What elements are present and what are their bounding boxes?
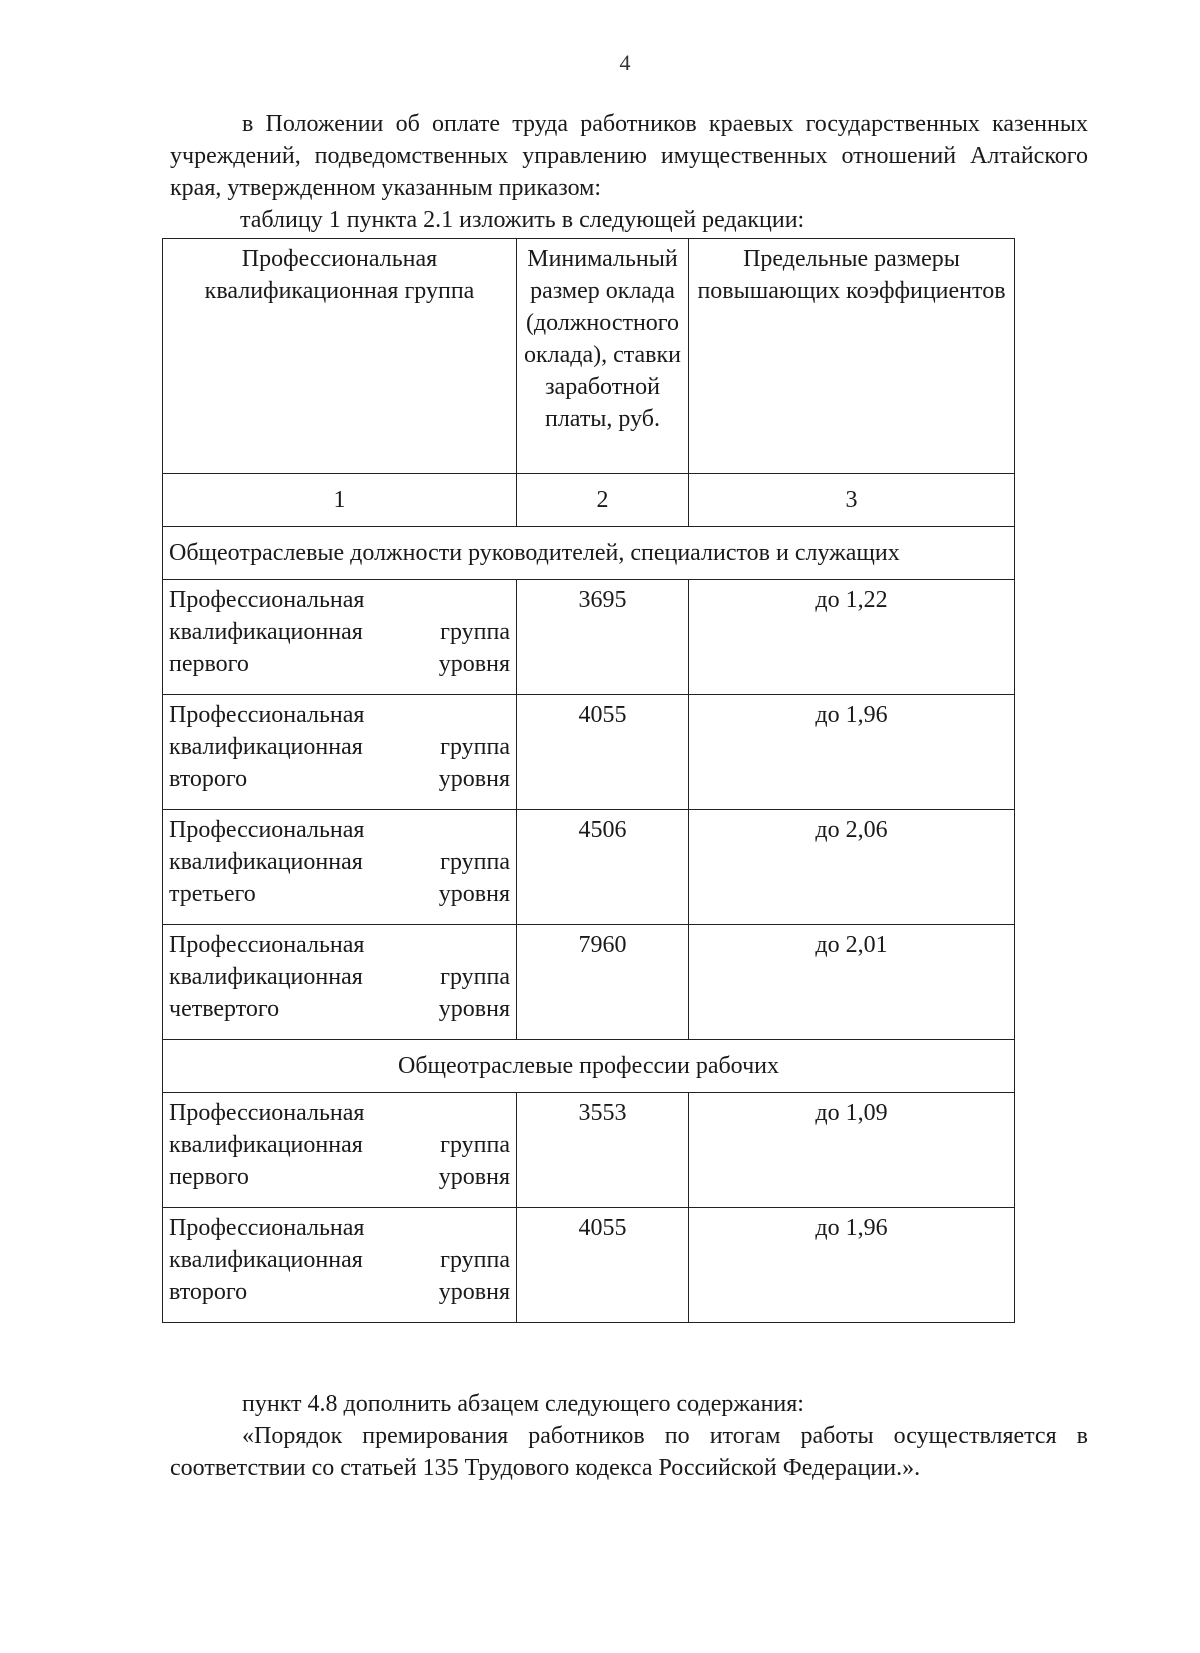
table-caption: таблицу 1 пункта 2.1 изложить в следующей редакции: — [240, 207, 805, 233]
group-name-cell: Профессиональная квалификационная группа первого уровня — [163, 1093, 517, 1208]
page-number: 4 — [619, 50, 631, 75]
group-name-cell: Профессиональная квалификационная группа второго уровня — [163, 695, 517, 810]
outro-text — [170, 1388, 1088, 1484]
salary-cell: 4055 — [517, 695, 689, 810]
salary-cell: 4055 — [517, 1208, 689, 1323]
column-number: 1 — [163, 474, 517, 527]
table-row — [163, 925, 1015, 1040]
column-number-row — [163, 474, 1015, 527]
salary-cell: 4506 — [517, 810, 689, 925]
intro-paragraph: в Положении об оплате труда работников краевых государственных казенных учреждений, подведомственных управлению имущественных отношений Алтайского края, утвержденном указанным приказом: — [170, 111, 1088, 201]
salary-cell: 3695 — [517, 580, 689, 695]
table-row — [163, 695, 1015, 810]
group-name-cell: Профессиональная квалификационная группа второго уровня — [163, 1208, 517, 1323]
table-row — [163, 1208, 1015, 1323]
coef-cell: до 2,01 — [689, 925, 1015, 1040]
salary-cell: 3553 — [517, 1093, 689, 1208]
coef-cell: до 1,96 — [689, 1208, 1015, 1323]
group-name-cell: Профессиональная квалификационная группа первого уровня — [163, 580, 517, 695]
coef-cell: до 1,96 — [689, 695, 1015, 810]
column-number: 3 — [689, 474, 1015, 527]
salary-cell: 7960 — [517, 925, 689, 1040]
section-row — [163, 1040, 1015, 1093]
coef-cell: до 1,09 — [689, 1093, 1015, 1208]
coef-cell: до 1,22 — [689, 580, 1015, 695]
column-number: 2 — [517, 474, 689, 527]
coef-cell: до 2,06 — [689, 810, 1015, 925]
intro-text — [170, 108, 1088, 204]
group-name-cell: Профессиональная квалификационная группа третьего уровня — [163, 810, 517, 925]
header-coef: Предельные размеры повышающих коэффициентов — [689, 239, 1015, 474]
section-title: Общеотраслевые должности руководителей, специалистов и служащих — [163, 527, 1015, 580]
table-header-row — [163, 239, 1015, 474]
table-row — [163, 810, 1015, 925]
table-row — [163, 580, 1015, 695]
table-row — [163, 1093, 1015, 1208]
header-group: Профессиональная квалификационная группа — [163, 239, 517, 474]
group-name-cell: Профессиональная квалификационная группа четвертого уровня — [163, 925, 517, 1040]
outro-line-2: «Порядок премирования работников по итогам работы осуществляется в соответствии со статьей 135 Трудового кодекса Российской Федерации.». — [170, 1423, 1088, 1481]
header-salary: Минимальный размер оклада (должностного оклада), ставки заработной платы, руб. — [517, 239, 689, 474]
pay-table — [162, 238, 1015, 1323]
section-title: Общеотраслевые профессии рабочих — [163, 1040, 1015, 1093]
section-row — [163, 527, 1015, 580]
outro-line-1: пункт 4.8 дополнить абзацем следующего содержания: — [242, 1391, 804, 1417]
